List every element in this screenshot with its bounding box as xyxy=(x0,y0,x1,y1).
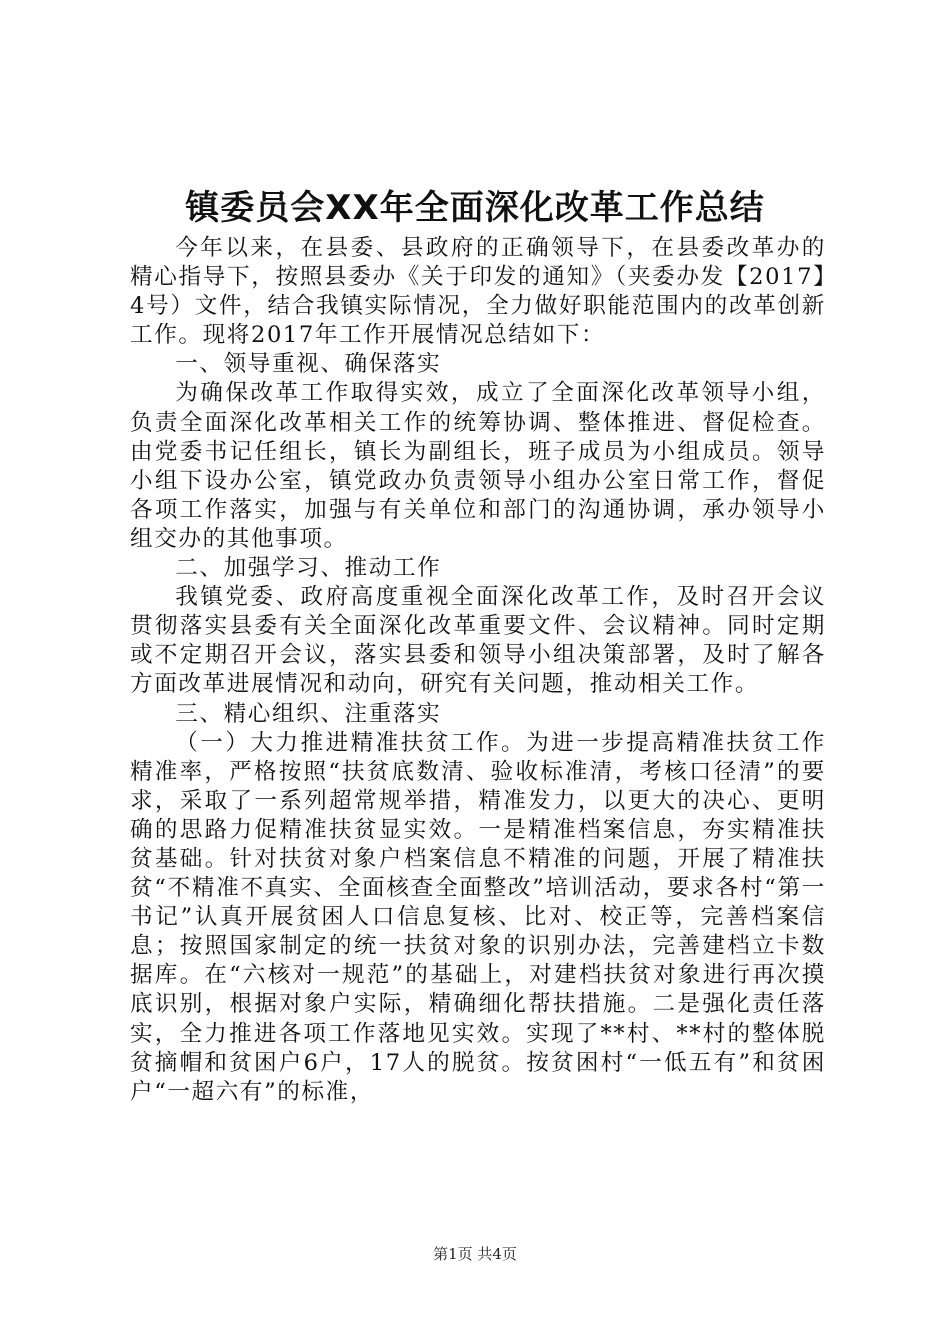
section-1-paragraph: 为确保改革工作取得实效，成立了全面深化改革领导小组，负责全面深化改革相关工作的统筹协调、整体推进、督促检查。由党委书记任组长，镇长为副组长，班子成员为小组成员。领导小组下设办公室，镇党政办负责领导小组办公室日常工作，督促各项工作落实，加强与有关单位和部门的沟通协调，承办领导小组交办的其他事项。 xyxy=(130,380,826,552)
intro-paragraph: 今年以来，在县委、县政府的正确领导下，在县委改革办的精心指导下，按照县委办《关于印发的通知》（夹委办发【2017】4号）文件，结合我镇实际情况，全力做好职能范围内的改革创新工作。现将2017年工作开展情况总结如下： xyxy=(130,235,826,349)
section-heading-2: 二、加强学习、推动工作 xyxy=(175,555,442,582)
section-heading-3: 三、精心组织、注重落实 xyxy=(175,700,442,727)
page-number-footer: 第1页 共4页 xyxy=(433,1245,517,1263)
section-3-paragraph: （一）大力推进精准扶贫工作。为进一步提高精准扶贫工作精准率，严格按照“扶贫底数清、验收标准清，考核口径清”的要求，采取了一系列超常规举措，精准发力，以更大的决心、更明确的思路力促精准扶贫显实效。一是精准档案信息，夯实精准扶贫基础。针对扶贫对象户档案信息不精准的问题，开展了精准扶贫“不精准不真实、全面核查全面整改”培训活动，要求各村“第一书记”认真开展贫困人口信息复核、比对、校正等，完善档案信息；按照国家制定的统一扶贫对象的识别办法，完善建档立卡数据库。在“六核对一规范”的基础上，对建档扶贫对象进行再次摸底识别，根据对象户实际，精确细化帮扶措施。二是强化责任落实，全力推进各项工作落地见实效。实现了**村、**村的整体脱贫摘帽和贫困户6户，17人的脱贫。按贫困村“一低五有”和贫困户“一超六有”的标准， xyxy=(130,729,826,1105)
section-heading-1: 一、领导重视、确保落实 xyxy=(175,351,442,378)
document-title: 镇委员会XX年全面深化改革工作总结 xyxy=(185,188,765,228)
section-2-paragraph: 我镇党委、政府高度重视全面深化改革工作，及时召开会议贯彻落实县委有关全面深化改革重要文件、会议精神。同时定期或不定期召开会议，落实县委和领导小组决策部署，及时了解各方面改革进展情况和动向，研究有关问题，推动相关工作。 xyxy=(130,584,826,698)
document-body xyxy=(130,234,826,1107)
